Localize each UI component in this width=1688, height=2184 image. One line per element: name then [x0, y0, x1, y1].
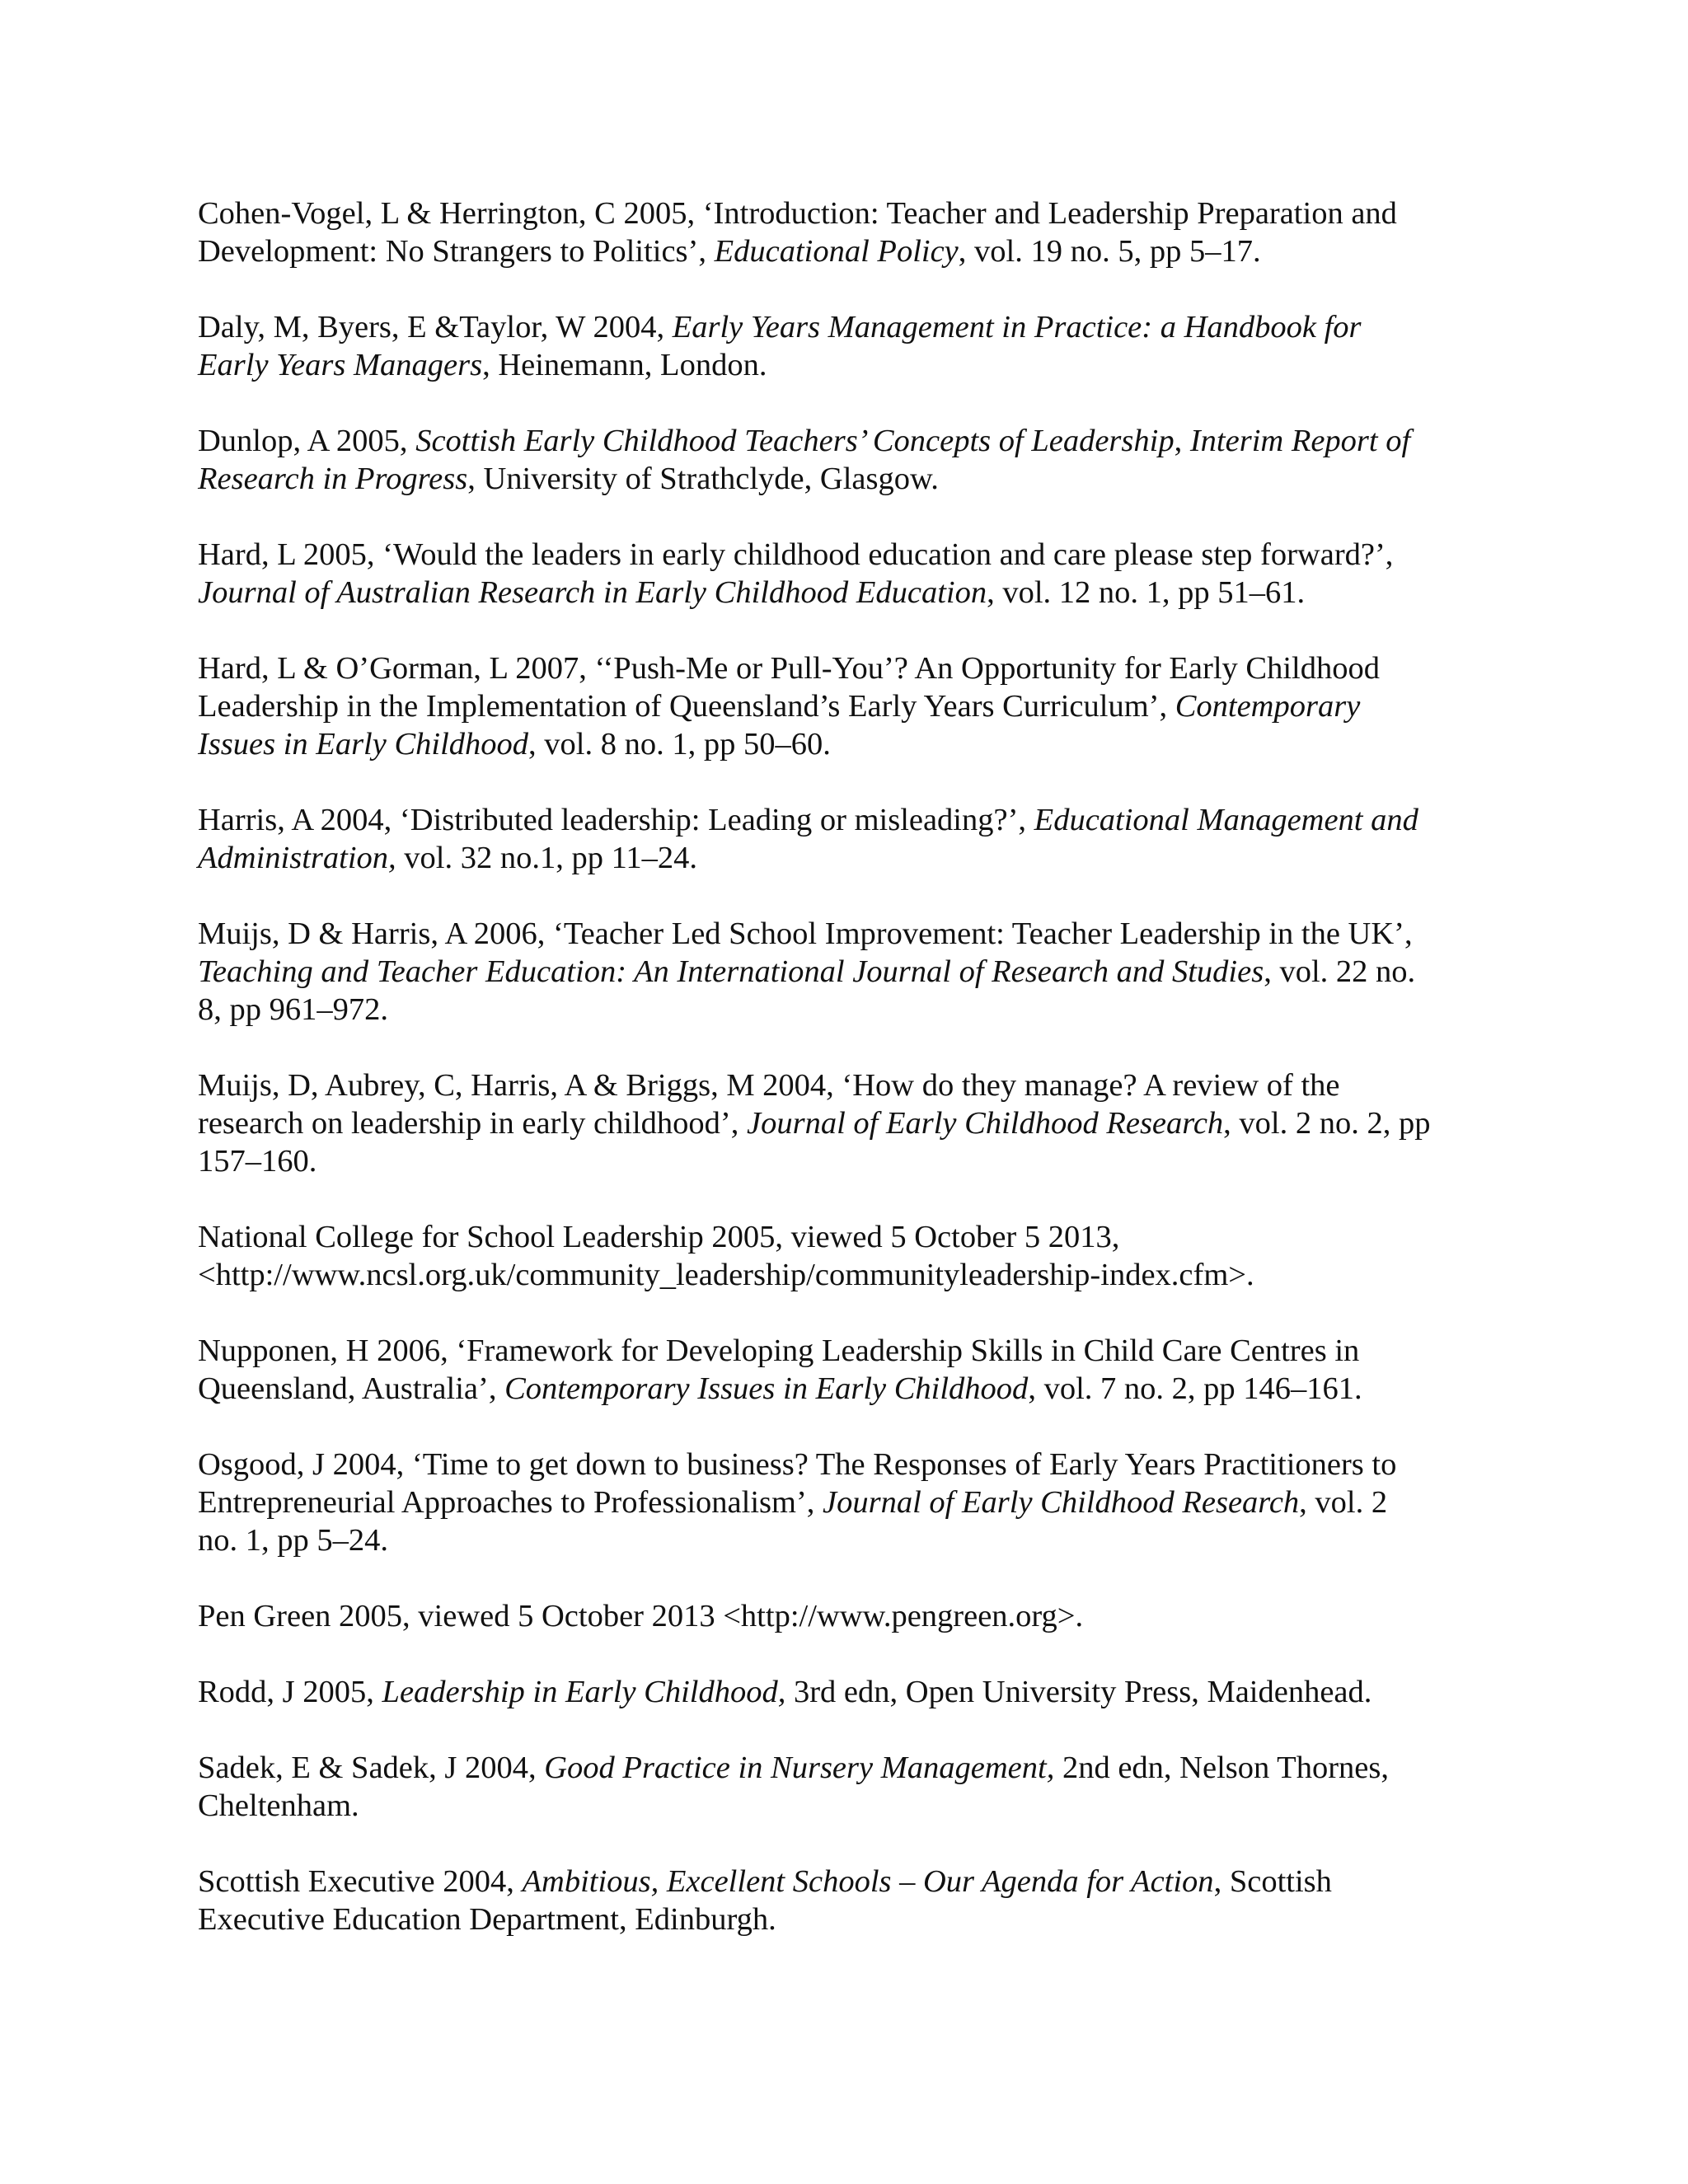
reference-text: Cohen-Vogel, L & Herrington, C 2005, ‘Introduction: Teacher and Leadership Preparation and [198, 196, 1397, 231]
reference-title-italic: Administration, [198, 841, 396, 875]
reference-list [198, 194, 1496, 1976]
reference-line [198, 649, 1496, 687]
reference-text: no. 1, pp 5–24. [198, 1523, 388, 1558]
reference-text: Rodd, J 2005, [198, 1675, 382, 1709]
reference-text: Sadek, E & Sadek, J 2004, [198, 1750, 545, 1785]
reference-line [198, 1900, 1496, 1938]
reference-text: vol. 32 no.1, pp 11–24. [396, 841, 698, 875]
reference-line [198, 1104, 1496, 1142]
reference-entry [198, 1673, 1496, 1711]
reference-title-italic: Journal of Early Childhood Research [747, 1106, 1224, 1141]
reference-text: 3rd edn, Open University Press, Maidenhead. [785, 1675, 1372, 1709]
reference-title-italic: Scottish Early Childhood Teachers’ Concepts of Leadership [415, 424, 1175, 458]
reference-line [198, 232, 1496, 270]
reference-text: National College for School Leadership 2005, viewed 5 October 5 2013, [198, 1220, 1120, 1254]
reference-line [198, 1673, 1496, 1711]
reference-line [198, 1142, 1496, 1180]
reference-line [198, 1218, 1496, 1256]
reference-entry [198, 308, 1496, 384]
reference-title-italic: Interim Report of [1189, 424, 1411, 458]
reference-line [198, 915, 1496, 953]
reference-line [198, 1483, 1496, 1521]
reference-text: 8, pp 961–972. [198, 992, 388, 1027]
reference-line [198, 801, 1496, 839]
reference-line [198, 1332, 1496, 1370]
reference-title-italic: Early Years Managers [198, 348, 483, 382]
reference-text: Development: No Strangers to Politics’, [198, 234, 715, 269]
reference-line [198, 725, 1496, 763]
reference-text: Nupponen, H 2006, ‘Framework for Developing Leadership Skills in Child Care Centres in [198, 1333, 1360, 1368]
reference-title-italic: Contemporary Issues in Early Childhood [504, 1371, 1029, 1406]
reference-text: Leadership in the Implementation of Queensland’s Early Years Curriculum’, [198, 689, 1175, 724]
reference-title-italic: Ambitious, Excellent Schools – Our Agenda for Action [522, 1864, 1214, 1899]
reference-text: , [1174, 424, 1190, 458]
reference-line [198, 687, 1496, 725]
reference-line [198, 422, 1496, 460]
reference-text: , vol. 19 no. 5, pp 5–17. [958, 234, 1261, 269]
reference-line [198, 1521, 1496, 1559]
reference-line [198, 536, 1496, 574]
reference-title-italic: Teaching and Teacher Education: An International Journal of Research and Studies [198, 954, 1264, 989]
reference-text: , vol. 12 no. 1, pp 51–61. [987, 575, 1306, 610]
reference-text: , Heinemann, London. [482, 348, 767, 382]
reference-line [198, 574, 1496, 612]
reference-text: Scottish Executive 2004, [198, 1864, 523, 1899]
reference-line [198, 991, 1496, 1029]
reference-line [198, 1066, 1496, 1104]
reference-text: Hard, L & O’Gorman, L 2007, ‘‘Push-Me or Pull-You’? An Opportunity for Early Childhood [198, 651, 1380, 686]
reference-text: Dunlop, A 2005, [198, 424, 416, 458]
reference-text: , vol. 22 no. [1264, 954, 1416, 989]
reference-text: Queensland, Australia’, [198, 1371, 505, 1406]
reference-text: Daly, M, Byers, E &Taylor, W 2004, [198, 310, 673, 344]
reference-text: 2nd edn, Nelson Thornes, [1054, 1750, 1389, 1785]
reference-entry [198, 422, 1496, 498]
reference-entry [198, 915, 1496, 1029]
reference-title-italic: Educational Policy [714, 234, 959, 269]
reference-text: Muijs, D & Harris, A 2006, ‘Teacher Led School Improvement: Teacher Leadership in the UK’, [198, 916, 1413, 951]
reference-line [198, 1597, 1496, 1635]
reference-line [198, 460, 1496, 498]
reference-title-italic: Contemporary [1175, 689, 1361, 724]
reference-entry [198, 1749, 1496, 1825]
reference-text: Osgood, J 2004, ‘Time to get down to business? The Responses of Early Years Practitioners to [198, 1447, 1397, 1482]
reference-entry [198, 1332, 1496, 1408]
reference-line [198, 1370, 1496, 1408]
reference-title-italic: Leadership in Early Childhood, [382, 1675, 786, 1709]
reference-text: , vol. 2 [1299, 1485, 1388, 1520]
reference-entry [198, 1446, 1496, 1559]
reference-text: research on leadership in early childhood’, [198, 1106, 748, 1141]
reference-line [198, 346, 1496, 384]
reference-title-italic: Educational Management and [1034, 803, 1418, 837]
reference-line [198, 839, 1496, 877]
reference-text: Muijs, D, Aubrey, C, Harris, A & Briggs, M 2004, ‘How do they manage? A review of the [198, 1068, 1340, 1103]
reference-title-italic: Good Practice in Nursery Management, [544, 1750, 1055, 1785]
reference-text: , University of Strathclyde, Glasgow. [467, 462, 939, 496]
reference-line [198, 194, 1496, 232]
reference-line [198, 953, 1496, 991]
reference-text: Executive Education Department, Edinburgh. [198, 1902, 776, 1937]
reference-entry [198, 801, 1496, 877]
reference-text: , vol. 8 no. 1, pp 50–60. [528, 727, 831, 762]
reference-text: 157–160. [198, 1144, 317, 1179]
reference-title-italic: Research in Progress [198, 462, 468, 496]
reference-text: Hard, L 2005, ‘Would the leaders in early childhood education and care please step forward?’, [198, 537, 1394, 572]
reference-entry [198, 1863, 1496, 1938]
reference-title-italic: Journal of Early Childhood Research [823, 1485, 1300, 1520]
reference-text: <http://www.ncsl.org.uk/community_leadership/communityleadership-index.cfm>. [198, 1258, 1254, 1292]
reference-entry [198, 1597, 1496, 1635]
reference-text: , Scottish [1213, 1864, 1332, 1899]
reference-text: Entrepreneurial Approaches to Professionalism’, [198, 1485, 823, 1520]
reference-title-italic: Journal of Australian Research in Early Childhood Education [198, 575, 987, 610]
reference-line [198, 308, 1496, 346]
reference-line [198, 1749, 1496, 1787]
reference-line [198, 1446, 1496, 1483]
reference-line [198, 1863, 1496, 1900]
reference-line [198, 1787, 1496, 1825]
reference-title-italic: Early Years Management in Practice: a Handbook for [672, 310, 1362, 344]
reference-text: , vol. 7 no. 2, pp 146–161. [1028, 1371, 1362, 1406]
reference-entry [198, 1218, 1496, 1294]
reference-text: Cheltenham. [198, 1788, 359, 1823]
reference-entry [198, 649, 1496, 763]
reference-text: , vol. 2 no. 2, pp [1223, 1106, 1431, 1141]
reference-text: Harris, A 2004, ‘Distributed leadership: Leading or misleading?’, [198, 803, 1034, 837]
reference-entry [198, 1066, 1496, 1180]
reference-title-italic: Issues in Early Childhood [198, 727, 529, 762]
reference-entry [198, 536, 1496, 612]
reference-text: Pen Green 2005, viewed 5 October 2013 <http://www.pengreen.org>. [198, 1599, 1084, 1633]
reference-entry [198, 194, 1496, 270]
reference-line [198, 1256, 1496, 1294]
